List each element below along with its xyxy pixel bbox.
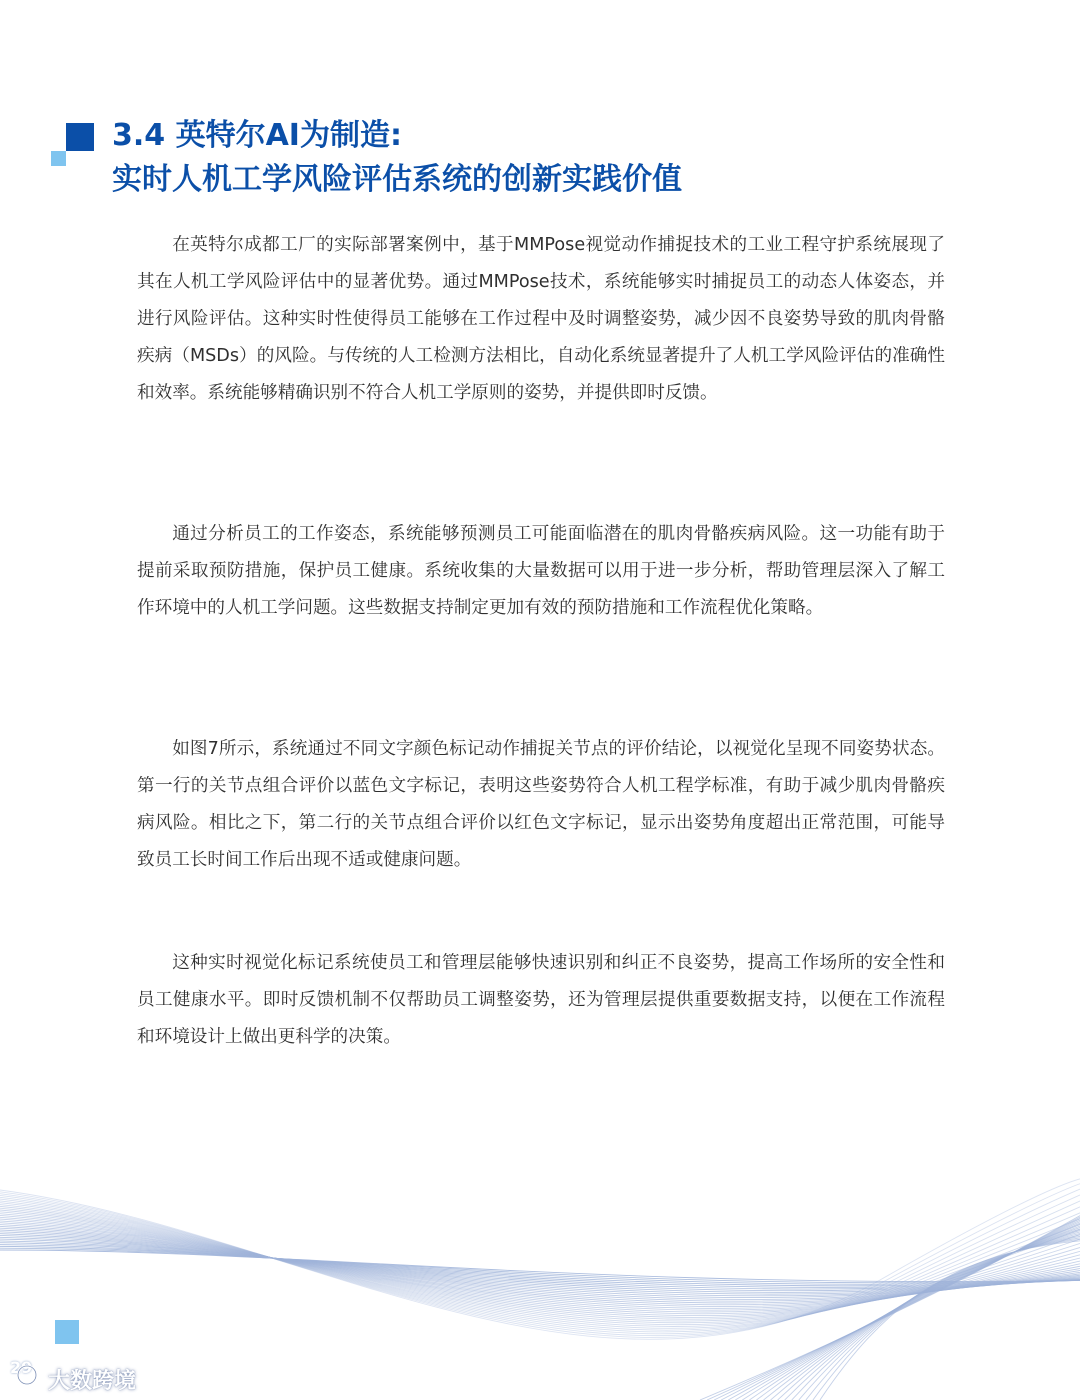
wave-line xyxy=(0,1191,1080,1323)
watermark: 大数跨境 xyxy=(48,1369,137,1394)
wave-line xyxy=(778,1229,1080,1400)
wave-decoration xyxy=(0,1170,1080,1400)
watermark-logo-icon xyxy=(14,1362,44,1388)
paragraph-2: 通过分析员工的工作姿态，系统能够预测员工可能面临潜在的肌肉骨骼疾病风险。这一功能有助于提前采取预防措施，保护员工健康。系统收集的大量数据可以用于进一步分析，帮助管理层深入了解工作环境中的人机工学问题。这些数据支持制定更加有效的预防措施和工作流程优化策略。 xyxy=(137,524,945,618)
wave-line xyxy=(806,1236,1080,1400)
wave-line xyxy=(785,1231,1080,1400)
title-square-dark xyxy=(66,123,94,151)
section-title-line-1: 3.4 英特尔AI为制造: xyxy=(112,118,402,153)
paragraph-3: 如图7所示，系统通过不同文字颜色标记动作捕捉关节点的评价结论，以视觉化呈现不同姿势状态。第一行的关节点组合评价以蓝色文字标记，表明这些姿势符合人机工程学标准，有助于减少肌肉骨骼疾病风险。相比之下，第二行的关节点组合评价以红色文字标记，显示出姿势角度超出正常范围，可能导致员工长时间工作后出现不适或健康问题。 xyxy=(137,739,945,870)
paragraph-4: 这种实时视觉化标记系统使员工和管理层能够快速识别和纠正不良姿势，提高工作场所的安全性和员工健康水平。即时反馈机制不仅帮助员工调整姿势，还为管理层提供重要数据支持，以便在工作流程和环境设计上做出更科学的决策。 xyxy=(137,953,945,1047)
page-number: 29 xyxy=(10,1358,33,1377)
paragraph-1: 在英特尔成都工厂的实际部署案例中，基于MMPose视觉动作捕捉技术的工业工程守护系统展现了其在人机工学风险评估中的显著优势。通过MMPose技术，系统能够实时捕捉员工的动态人体姿态，并进行风险评估。这种实时性使得员工能够在工作过程中及时调整姿势，减少因不良姿势导致的肌肉骨骼疾病（MSDs）的风险。与传统的人工检测方法相比，自动化系统显著提升了人机工学风险评估的准确性和效率。系统能够精确识别不符合人机工学原则的姿势，并提供即时反馈。 xyxy=(137,235,945,403)
wave-line xyxy=(0,1190,1080,1325)
wave-line xyxy=(700,1210,1080,1400)
section-title xyxy=(112,114,1012,202)
section-title-line-2: 实时人机工学风险评估系统的创新实践价值 xyxy=(112,162,682,197)
footer-square xyxy=(55,1320,79,1344)
title-square-light xyxy=(51,151,66,166)
title-decoration xyxy=(0,0,100,180)
wave-line xyxy=(799,1235,1080,1400)
wave-line xyxy=(749,1222,1080,1400)
